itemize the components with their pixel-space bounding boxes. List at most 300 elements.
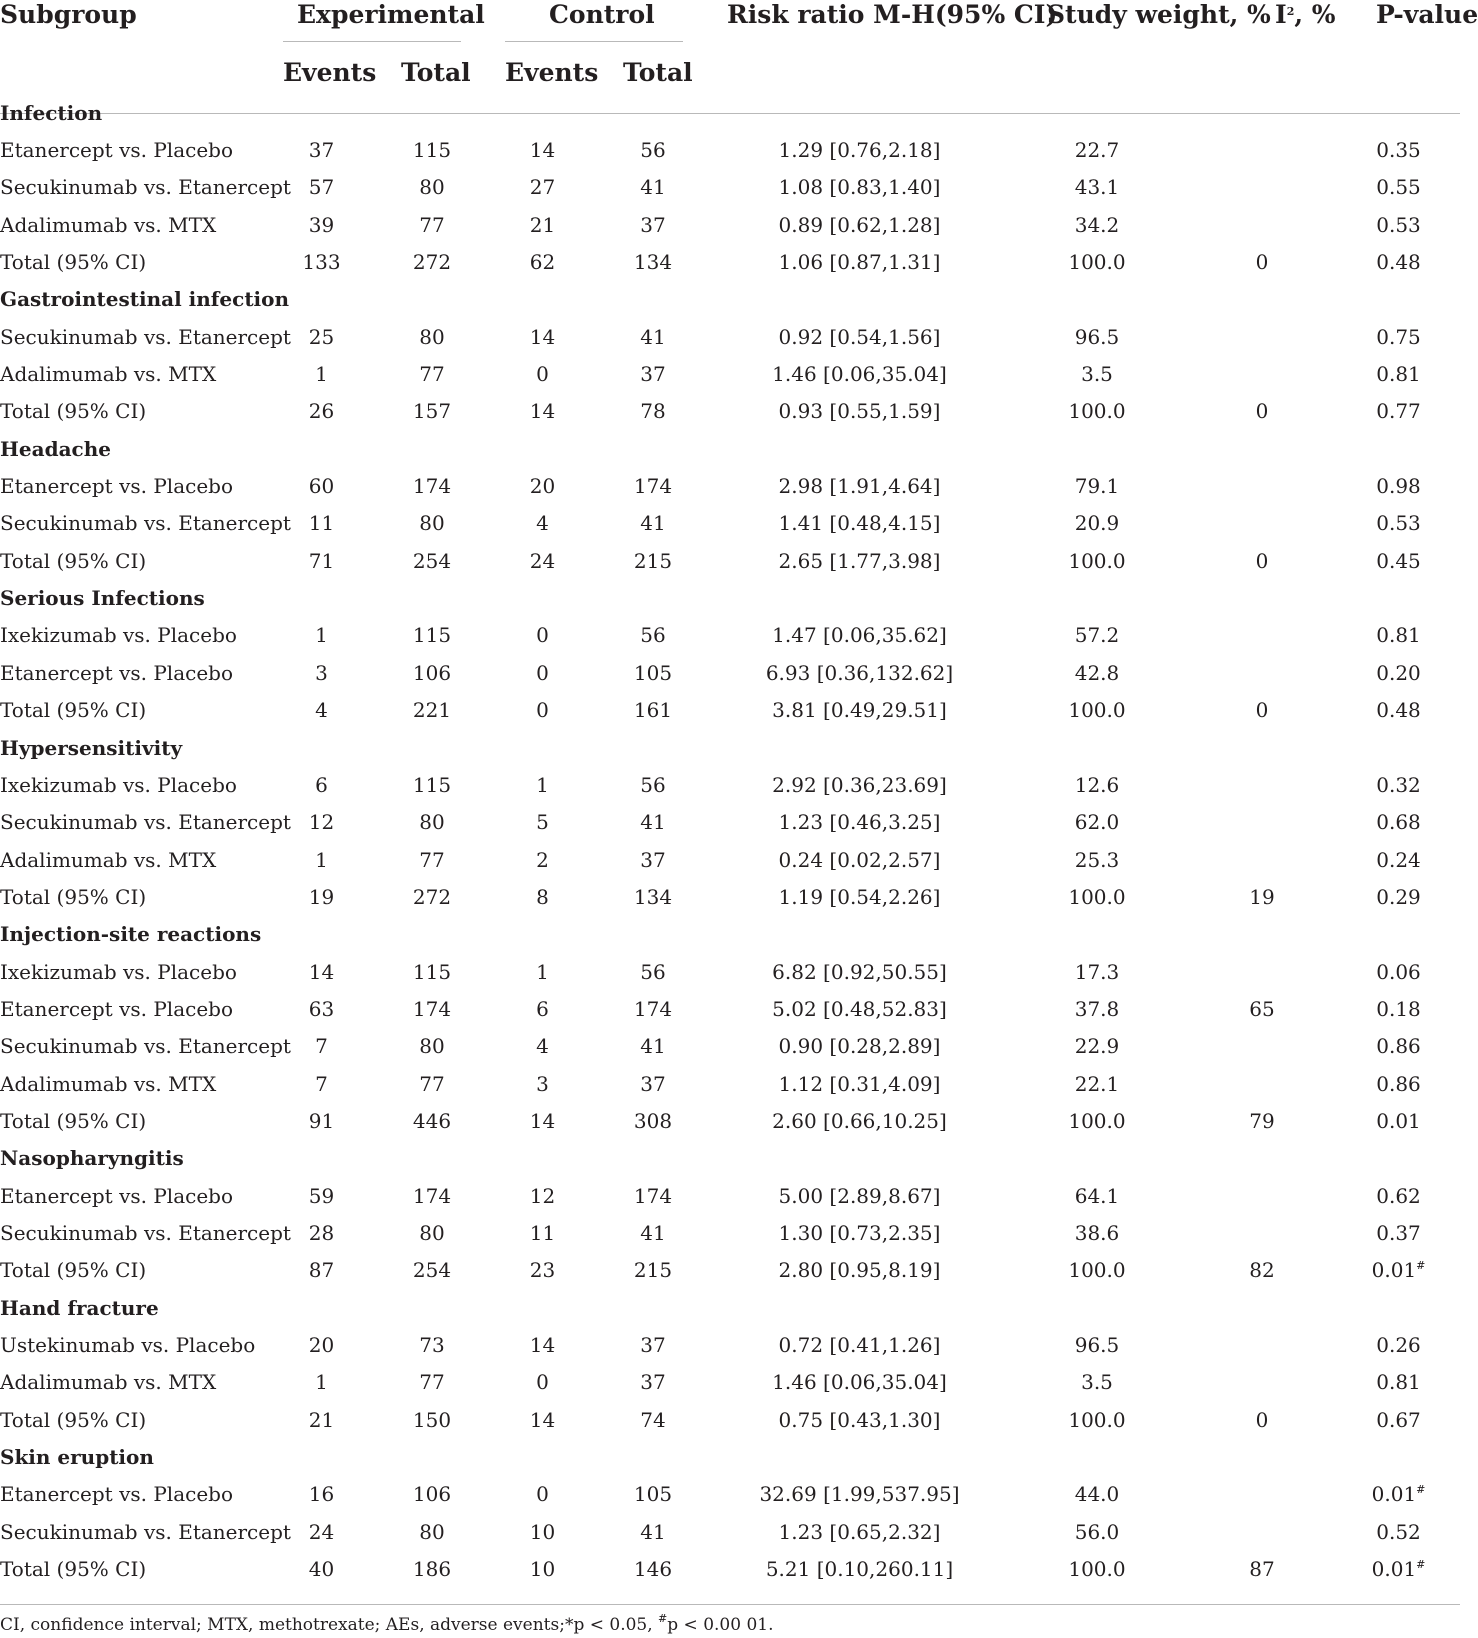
row-label: Ixekizumab vs. Placebo: [0, 623, 237, 648]
study-weight-cell: 100.0: [1068, 399, 1126, 424]
table-row: [0, 169, 1460, 206]
p-value-text: 0.01: [1371, 1557, 1417, 1582]
ctl-events-cell: 14: [529, 324, 556, 349]
risk-ratio-cell: 0.89 [0.62,1.28]: [778, 212, 941, 237]
p-value-cell: [1337, 953, 1460, 990]
col-header-experimental: Experimental: [297, 0, 485, 29]
risk-ratio-cell: 1.47 [0.06,35.62]: [772, 623, 947, 648]
p-value-text: 0.81: [1376, 623, 1421, 648]
exp-events-cell: 7: [315, 1034, 328, 1059]
col-header-subgroup: Subgroup: [0, 0, 137, 29]
i2-cell: [1187, 1177, 1337, 1214]
study-weight-cell: 22.9: [1074, 1034, 1120, 1059]
group-heading: Hand fracture: [0, 1295, 159, 1320]
risk-ratio-cell: 2.65 [1.77,3.98]: [778, 548, 941, 573]
table-row: [0, 692, 1460, 729]
p-value-text: 0.68: [1376, 810, 1421, 835]
ctl-total-cell: 105: [633, 1482, 673, 1507]
row-label: Adalimumab vs. MTX: [0, 847, 217, 872]
exp-events-cell: 1: [315, 847, 328, 872]
ctl-total-cell: 308: [633, 1108, 673, 1133]
i2-cell: 0: [1255, 399, 1269, 424]
row-label: Ixekizumab vs. Placebo: [0, 772, 237, 797]
i2-cell: [1187, 766, 1337, 803]
p-value-cell: [1337, 766, 1460, 803]
exp-total-cell: 80: [419, 1220, 445, 1245]
risk-ratio-cell: 1.23 [0.46,3.25]: [778, 810, 941, 835]
ctl-events-cell: 4: [536, 511, 549, 536]
exp-events-cell: 39: [308, 212, 335, 237]
exp-total-cell: 446: [412, 1108, 452, 1133]
exp-total-cell: 115: [412, 772, 452, 797]
table-row: [0, 1102, 1460, 1139]
p-value-cell: [1337, 1177, 1460, 1214]
ctl-events-cell: 6: [536, 996, 549, 1021]
ctl-total-cell: 41: [640, 324, 666, 349]
adverse-events-table: [0, 94, 1460, 1588]
table-row: [0, 1513, 1460, 1550]
exp-events-cell: 21: [308, 1407, 335, 1432]
col-header-ctl-events: Events: [505, 58, 599, 87]
p-value-cell: [1337, 131, 1460, 168]
table-row: [0, 243, 1460, 280]
row-label: Secukinumab vs. Etanercept: [0, 175, 291, 200]
col-header-control: Control: [549, 0, 655, 29]
exp-events-cell: 14: [308, 959, 335, 984]
ctl-total-cell: 41: [640, 1220, 666, 1245]
ctl-events-cell: 8: [536, 884, 549, 909]
p-value-cell: [1337, 878, 1460, 915]
p-value-cell: [1337, 841, 1460, 878]
study-weight-cell: 37.8: [1074, 996, 1120, 1021]
table-row: [0, 1065, 1460, 1102]
p-value-text: 0.81: [1376, 362, 1421, 387]
row-label: Total (95% CI): [0, 1108, 147, 1133]
risk-ratio-cell: 3.81 [0.49,29.51]: [772, 698, 947, 723]
row-label: Adalimumab vs. MTX: [0, 1370, 217, 1395]
table-row: [0, 766, 1460, 803]
ctl-total-cell: 161: [633, 698, 673, 723]
risk-ratio-cell: 1.06 [0.87,1.31]: [778, 250, 941, 275]
row-label: Total (95% CI): [0, 884, 147, 909]
col-header-study-weight: Study weight, %: [1047, 0, 1271, 29]
col-header-p-value: P-value: [1376, 0, 1478, 29]
ctl-total-cell: 56: [640, 959, 666, 984]
i2-cell: [1187, 1214, 1337, 1251]
experimental-header-rule: [283, 41, 461, 42]
table-row: [0, 318, 1460, 355]
p-value-cell: [1337, 654, 1460, 691]
risk-ratio-cell: 0.75 [0.43,1.30]: [778, 1407, 941, 1432]
exp-total-cell: 174: [412, 1183, 452, 1208]
exp-events-cell: 12: [308, 810, 335, 835]
study-weight-cell: 20.9: [1074, 511, 1120, 536]
exp-total-cell: 221: [412, 698, 452, 723]
p-value-text: 0.37: [1376, 1220, 1421, 1245]
p-value-cell: [1337, 1550, 1460, 1587]
p-value-cell: [1337, 505, 1460, 542]
ctl-events-cell: 10: [529, 1557, 556, 1582]
study-weight-cell: 64.1: [1074, 1183, 1120, 1208]
group-heading-row: [0, 579, 1460, 616]
exp-total-cell: 77: [419, 1370, 445, 1395]
i2-cell: 87: [1249, 1557, 1275, 1582]
exp-total-cell: 115: [412, 623, 452, 648]
i2-cell: 79: [1249, 1108, 1275, 1133]
exp-events-cell: 37: [308, 138, 335, 163]
i2-cell: [1187, 467, 1337, 504]
table-row: [0, 654, 1460, 691]
ctl-events-cell: 1: [536, 772, 549, 797]
table-row: [0, 878, 1460, 915]
ctl-total-cell: 41: [640, 1519, 666, 1544]
row-label: Etanercept vs. Placebo: [0, 660, 234, 685]
study-weight-cell: 22.7: [1074, 138, 1120, 163]
i2-cell: [1187, 654, 1337, 691]
exp-total-cell: 80: [419, 1519, 445, 1544]
row-label: Total (95% CI): [0, 399, 147, 424]
significance-marker: #: [1416, 1483, 1426, 1497]
ctl-events-cell: 21: [529, 212, 556, 237]
group-heading: Infection: [0, 100, 103, 125]
table-row: [0, 990, 1460, 1027]
ctl-total-cell: 78: [640, 399, 666, 424]
p-value-cell: [1337, 355, 1460, 392]
row-label: Secukinumab vs. Etanercept: [0, 1519, 291, 1544]
study-weight-cell: 100.0: [1068, 884, 1126, 909]
p-value-text: 0.24: [1376, 847, 1421, 872]
i2-cell: [1187, 804, 1337, 841]
i2-cell: [1187, 131, 1337, 168]
p-value-cell: [1337, 318, 1460, 355]
p-value-cell: [1337, 1364, 1460, 1401]
col-header-i2: $I^2$, %: [1275, 0, 1336, 29]
i2-cell: [1187, 1513, 1337, 1550]
exp-total-cell: 115: [412, 959, 452, 984]
row-label: Secukinumab vs. Etanercept: [0, 1034, 291, 1059]
risk-ratio-cell: 1.12 [0.31,4.09]: [778, 1071, 941, 1096]
i2-cell: [1187, 1065, 1337, 1102]
row-label: Ixekizumab vs. Placebo: [0, 959, 237, 984]
study-weight-cell: 79.1: [1074, 474, 1120, 499]
group-heading: Serious Infections: [0, 586, 205, 611]
row-label: Etanercept vs. Placebo: [0, 996, 234, 1021]
group-heading: Nasopharyngitis: [0, 1146, 184, 1171]
risk-ratio-cell: 2.80 [0.95,8.19]: [778, 1258, 941, 1283]
table-row: [0, 953, 1460, 990]
p-value-text: 0.55: [1376, 175, 1421, 200]
i2-cell: [1187, 841, 1337, 878]
col-header-exp-events: Events: [283, 58, 377, 87]
exp-events-cell: 19: [308, 884, 335, 909]
p-value-text: 0.52: [1376, 1519, 1421, 1544]
ctl-total-cell: 134: [633, 884, 673, 909]
risk-ratio-cell: 1.30 [0.73,2.35]: [778, 1220, 941, 1245]
p-value-text: 0.29: [1376, 884, 1421, 909]
i2-cell: 19: [1249, 884, 1275, 909]
footnote-text: CI, confidence interval; MTX, methotrexate; AEs, adverse events;*p < 0.05,: [0, 1615, 659, 1635]
i2-cell: 0: [1255, 1407, 1269, 1432]
i2-cell: [1187, 206, 1337, 243]
ctl-total-cell: 37: [640, 1333, 666, 1358]
i2-cell: [1187, 1028, 1337, 1065]
exp-events-cell: 40: [308, 1557, 335, 1582]
footnote-marker: #: [658, 1612, 668, 1625]
group-heading-row: [0, 729, 1460, 766]
p-value-cell: [1337, 206, 1460, 243]
row-label: Etanercept vs. Placebo: [0, 138, 234, 163]
ctl-total-cell: 37: [640, 362, 666, 387]
exp-total-cell: 254: [412, 548, 452, 573]
exp-events-cell: 1: [315, 623, 328, 648]
risk-ratio-cell: 2.60 [0.66,10.25]: [772, 1108, 947, 1133]
row-label: Adalimumab vs. MTX: [0, 362, 217, 387]
study-weight-cell: 57.2: [1074, 623, 1120, 648]
p-value-cell: [1337, 1252, 1460, 1289]
risk-ratio-cell: 0.90 [0.28,2.89]: [778, 1034, 941, 1059]
table-row: [0, 1364, 1460, 1401]
study-weight-cell: 44.0: [1074, 1482, 1120, 1507]
exp-events-cell: 71: [308, 548, 335, 573]
table-row: [0, 1550, 1460, 1587]
exp-total-cell: 272: [412, 884, 452, 909]
exp-events-cell: 3: [315, 660, 328, 685]
group-heading: Headache: [0, 436, 111, 461]
exp-total-cell: 73: [419, 1333, 445, 1358]
p-value-cell: [1337, 169, 1460, 206]
exp-total-cell: 77: [419, 847, 445, 872]
exp-events-cell: 7: [315, 1071, 328, 1096]
row-label: Etanercept vs. Placebo: [0, 1183, 234, 1208]
exp-total-cell: 174: [412, 996, 452, 1021]
ctl-total-cell: 105: [633, 660, 673, 685]
risk-ratio-cell: 1.46 [0.06,35.04]: [772, 1370, 947, 1395]
exp-total-cell: 80: [419, 810, 445, 835]
p-value-text: 0.01: [1371, 1258, 1417, 1283]
ctl-events-cell: 14: [529, 138, 556, 163]
exp-events-cell: 28: [308, 1220, 335, 1245]
ctl-events-cell: 0: [536, 623, 549, 648]
study-weight-cell: 22.1: [1074, 1071, 1120, 1096]
exp-events-cell: 91: [308, 1108, 335, 1133]
i2-cell: [1187, 1364, 1337, 1401]
p-value-text: 0.48: [1376, 698, 1421, 723]
i2-cell: [1187, 617, 1337, 654]
i2-cell: 0: [1255, 250, 1269, 275]
exp-total-cell: 106: [412, 1482, 452, 1507]
exp-events-cell: 11: [308, 511, 335, 536]
study-weight-cell: 100.0: [1068, 548, 1126, 573]
row-label: Secukinumab vs. Etanercept: [0, 511, 291, 536]
exp-total-cell: 77: [419, 1071, 445, 1096]
i2-cell: 0: [1255, 548, 1269, 573]
table-row: [0, 206, 1460, 243]
col-header-risk-ratio: Risk ratio M-H(95% CI): [727, 0, 1058, 29]
ctl-events-cell: 0: [536, 1370, 549, 1395]
p-value-text: 0.45: [1376, 548, 1421, 573]
control-header-rule: [505, 41, 683, 42]
row-label: Total (95% CI): [0, 548, 147, 573]
row-label: Total (95% CI): [0, 1407, 147, 1432]
exp-total-cell: 254: [412, 1258, 452, 1283]
group-heading-row: [0, 916, 1460, 953]
study-weight-cell: 3.5: [1081, 362, 1113, 387]
risk-ratio-cell: 1.41 [0.48,4.15]: [778, 511, 941, 536]
exp-events-cell: 59: [308, 1183, 335, 1208]
p-value-text: 0.53: [1376, 511, 1421, 536]
p-value-cell: [1337, 1028, 1460, 1065]
ctl-events-cell: 14: [529, 1407, 556, 1432]
risk-ratio-cell: 0.93 [0.55,1.59]: [778, 399, 941, 424]
study-weight-cell: 100.0: [1068, 1258, 1126, 1283]
group-heading: Skin eruption: [0, 1445, 154, 1470]
significance-marker: #: [1416, 1558, 1426, 1572]
ctl-events-cell: 12: [529, 1183, 556, 1208]
ctl-total-cell: 56: [640, 623, 666, 648]
study-weight-cell: 34.2: [1074, 212, 1120, 237]
exp-total-cell: 80: [419, 1034, 445, 1059]
p-value-text: 0.62: [1376, 1183, 1421, 1208]
table-row: [0, 467, 1460, 504]
p-value-text: 0.81: [1376, 1370, 1421, 1395]
ctl-total-cell: 41: [640, 511, 666, 536]
ctl-total-cell: 174: [633, 474, 673, 499]
ctl-total-cell: 215: [633, 1258, 673, 1283]
group-heading-row: [0, 1140, 1460, 1177]
ctl-events-cell: 3: [536, 1071, 549, 1096]
ctl-total-cell: 174: [633, 1183, 673, 1208]
p-value-cell: [1337, 393, 1460, 430]
study-weight-cell: 38.6: [1074, 1220, 1120, 1245]
p-value-cell: [1337, 1326, 1460, 1363]
group-heading: Hypersensitivity: [0, 735, 183, 760]
exp-events-cell: 1: [315, 1370, 328, 1395]
significance-marker: #: [1416, 1259, 1426, 1273]
risk-ratio-cell: 0.92 [0.54,1.56]: [778, 324, 941, 349]
row-label: Adalimumab vs. MTX: [0, 212, 217, 237]
study-weight-cell: 100.0: [1068, 250, 1126, 275]
ctl-events-cell: 1: [536, 959, 549, 984]
p-value-text: 0.86: [1376, 1071, 1421, 1096]
ctl-events-cell: 14: [529, 399, 556, 424]
p-value-cell: [1337, 1401, 1460, 1438]
table-row: [0, 131, 1460, 168]
p-value-cell: [1337, 542, 1460, 579]
risk-ratio-cell: 1.46 [0.06,35.04]: [772, 362, 947, 387]
p-value-text: 0.48: [1376, 250, 1421, 275]
exp-total-cell: 80: [419, 511, 445, 536]
i2-cell: 65: [1249, 996, 1275, 1021]
group-heading: Injection-site reactions: [0, 922, 262, 947]
table-row: [0, 617, 1460, 654]
ctl-total-cell: 74: [640, 1407, 666, 1432]
p-value-cell: [1337, 617, 1460, 654]
risk-ratio-cell: 0.72 [0.41,1.26]: [778, 1333, 941, 1358]
row-label: Total (95% CI): [0, 250, 147, 275]
exp-events-cell: 6: [315, 772, 328, 797]
exp-events-cell: 57: [308, 175, 335, 200]
table-row: [0, 1401, 1460, 1438]
ctl-total-cell: 41: [640, 175, 666, 200]
ctl-events-cell: 0: [536, 362, 549, 387]
p-value-cell: [1337, 1102, 1460, 1139]
risk-ratio-cell: 1.29 [0.76,2.18]: [778, 138, 941, 163]
exp-events-cell: 63: [308, 996, 335, 1021]
p-value-text: 0.77: [1376, 399, 1421, 424]
exp-events-cell: 24: [308, 1519, 335, 1544]
p-value-cell: [1337, 692, 1460, 729]
table-bottom-rule: [0, 1604, 1460, 1605]
table-footnote: [0, 1612, 774, 1635]
ctl-events-cell: 0: [536, 1482, 549, 1507]
exp-events-cell: 87: [308, 1258, 335, 1283]
ctl-total-cell: 37: [640, 212, 666, 237]
row-label: Adalimumab vs. MTX: [0, 1071, 217, 1096]
p-value-cell: [1337, 990, 1460, 1027]
p-value-text: 0.01: [1376, 1108, 1421, 1133]
table-row: [0, 355, 1460, 392]
ctl-total-cell: 37: [640, 1071, 666, 1096]
study-weight-cell: 43.1: [1074, 175, 1120, 200]
exp-events-cell: 16: [308, 1482, 335, 1507]
study-weight-cell: 100.0: [1068, 1557, 1126, 1582]
p-value-text: 0.32: [1376, 772, 1421, 797]
i2-cell: [1187, 318, 1337, 355]
table-row: [0, 1326, 1460, 1363]
p-value-text: 0.01: [1371, 1482, 1417, 1507]
ctl-events-cell: 20: [529, 474, 556, 499]
p-value-cell: [1337, 1476, 1460, 1513]
ctl-total-cell: 174: [633, 996, 673, 1021]
ctl-total-cell: 134: [633, 250, 673, 275]
study-weight-cell: 3.5: [1081, 1370, 1113, 1395]
exp-events-cell: 25: [308, 324, 335, 349]
study-weight-cell: 56.0: [1074, 1519, 1120, 1544]
row-label: Etanercept vs. Placebo: [0, 474, 234, 499]
table-row: [0, 393, 1460, 430]
p-value-text: 0.67: [1376, 1407, 1421, 1432]
exp-events-cell: 133: [302, 250, 341, 275]
p-value-text: 0.06: [1376, 959, 1421, 984]
ctl-events-cell: 0: [536, 660, 549, 685]
i2-cell: [1187, 1476, 1337, 1513]
risk-ratio-cell: 6.93 [0.36,132.62]: [765, 660, 954, 685]
ctl-events-cell: 23: [529, 1258, 556, 1283]
p-value-text: 0.35: [1376, 138, 1421, 163]
exp-total-cell: 115: [412, 138, 452, 163]
row-label: Secukinumab vs. Etanercept: [0, 810, 291, 835]
study-weight-cell: 100.0: [1068, 1407, 1126, 1432]
exp-total-cell: 77: [419, 212, 445, 237]
p-value-cell: [1337, 243, 1460, 280]
ctl-total-cell: 56: [640, 138, 666, 163]
ctl-events-cell: 0: [536, 698, 549, 723]
i2-cell: [1187, 355, 1337, 392]
col-header-ctl-total: Total: [623, 58, 693, 87]
p-value-cell: [1337, 804, 1460, 841]
study-weight-cell: 96.5: [1074, 324, 1120, 349]
group-heading-row: [0, 94, 1460, 131]
exp-total-cell: 150: [412, 1407, 452, 1432]
i2-cell: 0: [1255, 698, 1269, 723]
table-row: [0, 542, 1460, 579]
risk-ratio-cell: 2.98 [1.91,4.64]: [778, 474, 941, 499]
risk-ratio-cell: 2.92 [0.36,23.69]: [772, 772, 947, 797]
ctl-events-cell: 11: [529, 1220, 556, 1245]
ctl-events-cell: 62: [529, 250, 556, 275]
exp-events-cell: 60: [308, 474, 335, 499]
exp-total-cell: 186: [412, 1557, 452, 1582]
